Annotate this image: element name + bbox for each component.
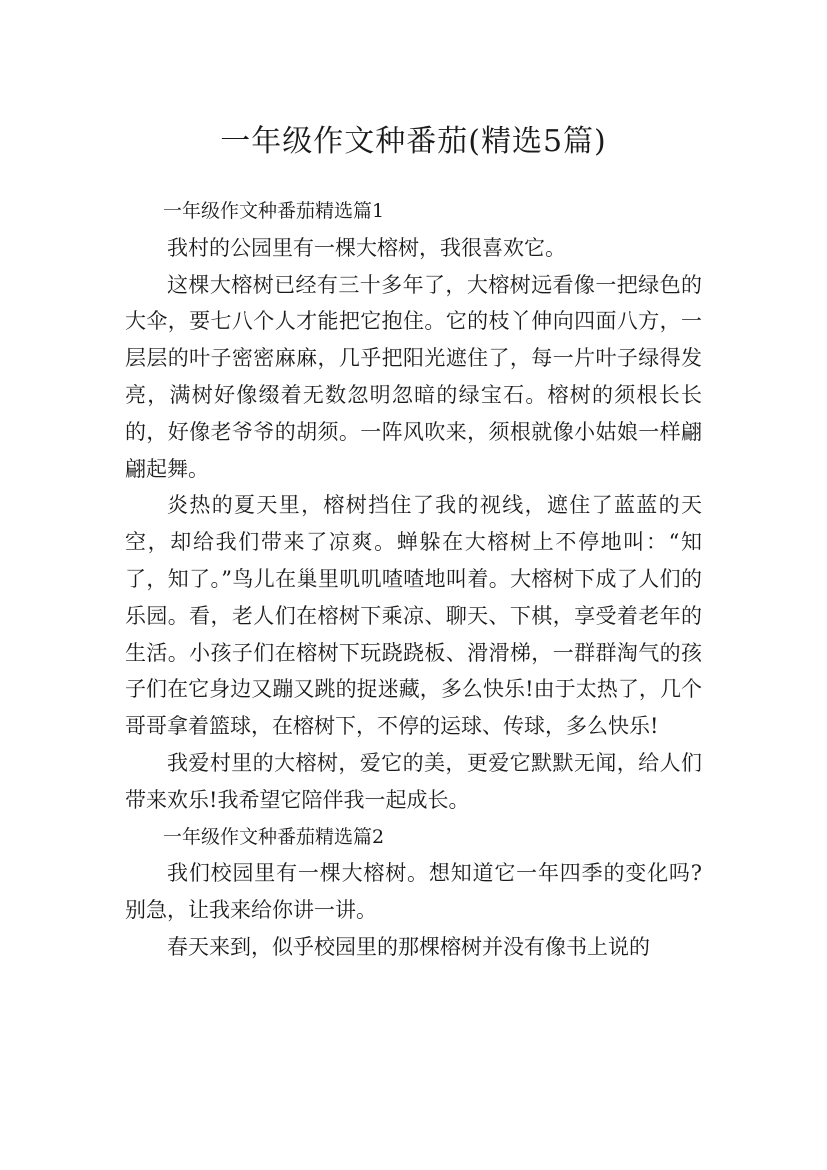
section-heading-2: 一年级作文种番茄精选篇2: [163, 825, 385, 848]
document-title: 一年级作文种番茄(精选5篇): [220, 124, 607, 160]
paragraph: 这棵大榕树已经有三十多年了，大榕树远看像一把绿色的大伞，要七八个人才能把它抱住。它的枝丫伸向四面八方，一层层的叶子密密麻麻，几乎把阳光遮住了，每一片叶子绿得发亮，满树好像缀着无数忽明忽暗的绿宝石。榕树的须根长长的，好像老爷爷的胡须。一阵风吹来，须根就像小姑娘一样翩翩起舞。: [125, 272, 702, 481]
section-heading-1: 一年级作文种番茄精选篇1: [163, 200, 385, 222]
paragraph: 我爱村里的大榕树，爱它的美，更爱它默默无闻，给人们带来欢乐!我希望它陪伴我一起成长。: [125, 750, 702, 812]
paragraph: 春天来到，似乎校园里的那棵榕树并没有像书上说的: [167, 934, 650, 959]
paragraph: 我们校园里有一棵大榕树。想知道它一年四季的变化吗?别急，让我来给你讲一讲。: [125, 861, 702, 923]
paragraph: 炎热的夏天里，榕树挡住了我的视线，遮住了蓝蓝的天空，却给我们带来了凉爽。蝉躲在大榕树上不停地叫：“知了，知了。”鸟儿在巢里叽叽喳喳地叫着。大榕树下成了人们的乐园。看，老人们在榕树下乘凉、聊天、下棋，享受着老年的生活。小孩子们在榕树下玩跷跷板、滑滑梯，一群群淘气的孩子们在它身边又蹦又跳的捉迷藏，多么快乐!由于太热了，几个哥哥拿着篮球，在榕树下，不停的运球、传球，多么快乐!: [125, 493, 702, 739]
document-body: [125, 193, 702, 966]
paragraph: 我村的公园里有一棵大榕树，我很喜欢它。: [167, 235, 566, 260]
